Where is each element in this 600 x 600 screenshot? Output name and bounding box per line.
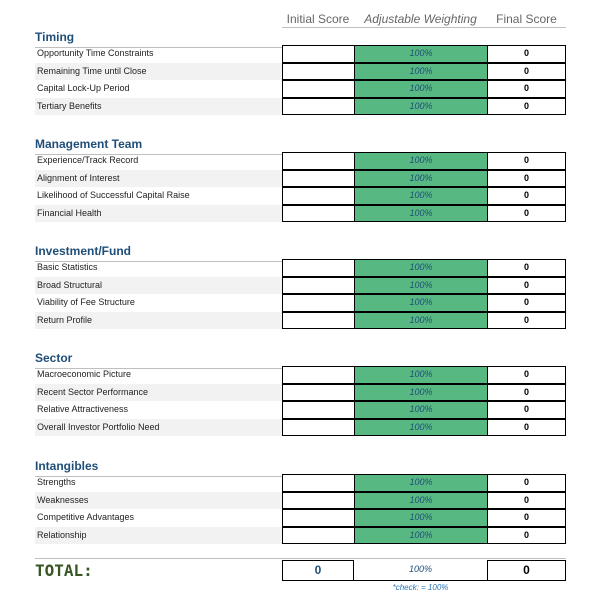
criteria-row xyxy=(35,80,566,98)
weighting-cell[interactable]: 100% xyxy=(354,384,487,402)
criteria-row xyxy=(35,294,566,312)
final-score-cell: 0 xyxy=(487,170,566,188)
initial-score-cell[interactable] xyxy=(282,205,354,223)
weighting-cell[interactable]: 100% xyxy=(354,170,487,188)
initial-score-cell[interactable] xyxy=(282,474,354,492)
criteria-label: Strengths xyxy=(37,477,76,487)
criteria-row xyxy=(35,527,566,545)
initial-score-cell[interactable] xyxy=(282,509,354,527)
weighting-cell[interactable]: 100% xyxy=(354,527,487,545)
criteria-label: Capital Lock-Up Period xyxy=(37,83,130,93)
criteria-label: Overall Investor Portfolio Need xyxy=(35,419,282,437)
criteria-row xyxy=(35,45,566,63)
weighting-cell[interactable]: 100% xyxy=(354,312,487,330)
criteria-row xyxy=(35,63,566,81)
criteria-label: Tertiary Benefits xyxy=(35,98,282,116)
final-score-cell: 0 xyxy=(487,527,566,545)
final-score-cell: 0 xyxy=(487,80,566,98)
criteria-row xyxy=(35,205,566,223)
weighting-cell[interactable]: 100% xyxy=(354,63,487,81)
criteria-row xyxy=(35,170,566,188)
initial-score-cell[interactable] xyxy=(282,384,354,402)
initial-score-cell[interactable] xyxy=(282,45,354,63)
initial-score-cell[interactable] xyxy=(282,401,354,419)
final-score-cell: 0 xyxy=(487,63,566,81)
final-score-cell: 0 xyxy=(487,419,566,437)
header-final-score: Final Score xyxy=(496,12,557,26)
initial-score-cell[interactable] xyxy=(282,277,354,295)
total-label: TOTAL: xyxy=(35,561,93,580)
criteria-label: Alignment of Interest xyxy=(35,170,282,188)
final-score-cell: 0 xyxy=(487,294,566,312)
initial-score-cell[interactable] xyxy=(282,366,354,384)
section-title: Intangibles xyxy=(35,459,99,473)
total-divider xyxy=(35,558,566,559)
weighting-cell[interactable]: 100% xyxy=(354,419,487,437)
criteria-row xyxy=(35,419,566,437)
criteria-label: Return Profile xyxy=(35,312,282,330)
weighting-cell[interactable]: 100% xyxy=(354,366,487,384)
weight-check-note: *check: = 100% xyxy=(392,583,449,592)
final-score-cell: 0 xyxy=(487,45,566,63)
criteria-row xyxy=(35,384,566,402)
total-initial-score: 0 xyxy=(282,560,354,581)
final-score-cell: 0 xyxy=(487,509,566,527)
weighting-cell[interactable]: 100% xyxy=(354,401,487,419)
criteria-row xyxy=(35,366,566,384)
criteria-label: Basic Statistics xyxy=(37,262,98,272)
weighting-cell[interactable]: 100% xyxy=(354,259,487,277)
section-title: Investment/Fund xyxy=(35,244,132,258)
criteria-row xyxy=(35,474,566,492)
weighting-cell[interactable]: 100% xyxy=(354,294,487,312)
initial-score-cell[interactable] xyxy=(282,152,354,170)
final-score-cell: 0 xyxy=(487,492,566,510)
criteria-row xyxy=(35,98,566,116)
initial-score-cell[interactable] xyxy=(282,294,354,312)
final-score-cell: 0 xyxy=(487,366,566,384)
weighting-cell[interactable]: 100% xyxy=(354,80,487,98)
final-score-cell: 0 xyxy=(487,401,566,419)
final-score-cell: 0 xyxy=(487,384,566,402)
initial-score-cell[interactable] xyxy=(282,63,354,81)
weighting-cell[interactable]: 100% xyxy=(354,277,487,295)
weighting-cell[interactable]: 100% xyxy=(354,509,487,527)
final-score-cell: 0 xyxy=(487,152,566,170)
criteria-label: Weaknesses xyxy=(35,492,282,510)
weighting-cell[interactable]: 100% xyxy=(354,45,487,63)
initial-score-cell[interactable] xyxy=(282,419,354,437)
weighting-cell[interactable]: 100% xyxy=(354,474,487,492)
header-initial-score: Initial Score xyxy=(286,12,350,26)
criteria-row xyxy=(35,152,566,170)
header-divider xyxy=(282,27,566,28)
header-adjustable-weighting: Adjustable Weighting xyxy=(364,12,477,26)
section-title: Timing xyxy=(35,30,75,44)
criteria-row xyxy=(35,277,566,295)
criteria-label: Experience/Track Record xyxy=(37,155,139,165)
final-score-cell: 0 xyxy=(487,98,566,116)
final-score-cell: 0 xyxy=(487,205,566,223)
final-score-cell: 0 xyxy=(487,277,566,295)
criteria-row xyxy=(35,259,566,277)
total-final-score: 0 xyxy=(487,560,566,581)
final-score-cell: 0 xyxy=(487,312,566,330)
criteria-row xyxy=(35,401,566,419)
total-weighting: 100% xyxy=(354,560,487,581)
criteria-label: Remaining Time until Close xyxy=(35,63,282,81)
initial-score-cell[interactable] xyxy=(282,187,354,205)
initial-score-cell[interactable] xyxy=(282,259,354,277)
criteria-label: Recent Sector Performance xyxy=(35,384,282,402)
initial-score-cell[interactable] xyxy=(282,170,354,188)
criteria-row xyxy=(35,312,566,330)
criteria-row xyxy=(35,509,566,527)
criteria-label: Opportunity Time Constraints xyxy=(37,48,154,58)
initial-score-cell[interactable] xyxy=(282,312,354,330)
weighting-cell[interactable]: 100% xyxy=(354,152,487,170)
initial-score-cell[interactable] xyxy=(282,98,354,116)
criteria-label: Relationship xyxy=(35,527,282,545)
section-title: Sector xyxy=(35,351,73,365)
final-score-cell: 0 xyxy=(487,259,566,277)
criteria-label: Macroeconomic Picture xyxy=(37,369,132,379)
weighting-cell[interactable]: 100% xyxy=(354,187,487,205)
initial-score-cell[interactable] xyxy=(282,527,354,545)
criteria-row xyxy=(35,187,566,205)
final-score-cell: 0 xyxy=(487,474,566,492)
initial-score-cell[interactable] xyxy=(282,492,354,510)
criteria-row xyxy=(35,492,566,510)
weighting-cell[interactable]: 100% xyxy=(354,98,487,116)
criteria-label: Competitive Advantages xyxy=(37,512,135,522)
initial-score-cell[interactable] xyxy=(282,80,354,98)
criteria-label: Viability of Fee Structure xyxy=(37,297,135,307)
final-score-cell: 0 xyxy=(487,187,566,205)
section-title: Management Team xyxy=(35,137,143,151)
criteria-label: Relative Attractiveness xyxy=(37,404,129,414)
criteria-label: Financial Health xyxy=(35,205,282,223)
weighting-cell[interactable]: 100% xyxy=(354,492,487,510)
criteria-label: Likelihood of Successful Capital Raise xyxy=(37,190,190,200)
criteria-label: Broad Structural xyxy=(35,277,282,295)
weighting-cell[interactable]: 100% xyxy=(354,205,487,223)
